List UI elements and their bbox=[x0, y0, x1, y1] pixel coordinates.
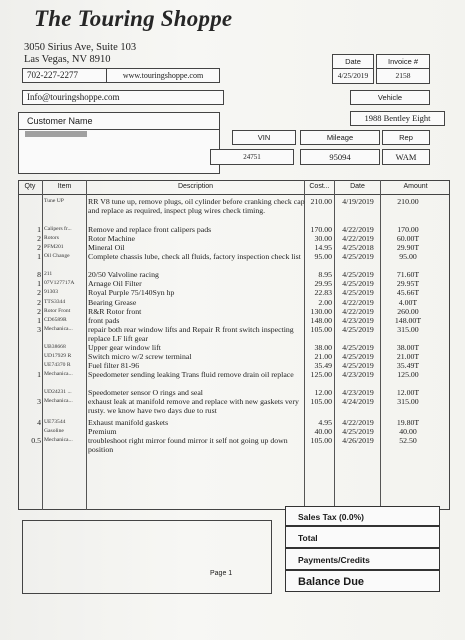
item-code-cell: PFM201 bbox=[44, 244, 64, 250]
table-row bbox=[18, 270, 450, 279]
table-row bbox=[18, 243, 450, 252]
description-cell: Royal Purple 75/140Syn hp bbox=[88, 288, 175, 297]
item-code-cell: Mechanica... bbox=[44, 437, 73, 443]
description-cell: repair both rear window lifts and Repair R front switch inspecting replace LF lift gear bbox=[88, 325, 294, 343]
description-cell: Switch micro w/2 screw terminal bbox=[88, 352, 192, 361]
vin-value-cell bbox=[210, 149, 294, 165]
description-cell: R&R Rotor front bbox=[88, 307, 142, 316]
rep-value-cell bbox=[382, 149, 430, 165]
table-row bbox=[18, 252, 450, 270]
mileage-label-cell bbox=[300, 130, 380, 145]
table-row bbox=[18, 325, 450, 343]
vin-label-cell bbox=[232, 130, 296, 145]
vehicle-label: Vehicle bbox=[377, 93, 403, 102]
date-cell: 4/26/2019 bbox=[342, 436, 374, 445]
amount-cell: 12.00T bbox=[396, 388, 420, 397]
company-address-line1: 3050 Sirius Ave, Suite 103 bbox=[24, 42, 137, 53]
amount-cell: 45.66T bbox=[396, 288, 420, 297]
vehicle-label-cell bbox=[350, 90, 430, 105]
description-cell: Mineral Oil bbox=[88, 243, 125, 252]
cost-cell: 40.00 bbox=[314, 427, 332, 436]
customer-box bbox=[18, 112, 220, 174]
cost-cell: 2.00 bbox=[318, 298, 332, 307]
date-cell: 4/25/2019 bbox=[342, 252, 374, 261]
item-code-cell: UE74370 R bbox=[44, 362, 71, 368]
item-code-cell: Gasoline bbox=[44, 428, 64, 434]
amount-cell: 29.95T bbox=[396, 279, 420, 288]
cost-cell: 130.00 bbox=[310, 307, 332, 316]
col-header-amount: Amount bbox=[403, 183, 428, 190]
vin-label: VIN bbox=[257, 133, 271, 142]
item-code-cell: Mechanica... bbox=[44, 398, 73, 404]
amount-cell: 95.00 bbox=[399, 252, 417, 261]
cost-cell: 105.00 bbox=[310, 436, 332, 445]
date-cell: 4/25/2019 bbox=[342, 288, 374, 297]
col-header-cost: Cost... bbox=[309, 183, 330, 190]
date-cell: 4/25/2019 bbox=[342, 279, 374, 288]
invoice-date: 4/25/2019 bbox=[337, 71, 369, 80]
description-cell: 20/50 Valvoline racing bbox=[88, 270, 159, 279]
cost-cell: 21.00 bbox=[314, 352, 332, 361]
item-code-cell: Mechanica... bbox=[44, 326, 73, 332]
amount-cell: 21.00T bbox=[396, 352, 420, 361]
table-row bbox=[18, 288, 450, 297]
redacted-customer-name bbox=[25, 131, 87, 137]
table-row bbox=[18, 343, 450, 352]
date-cell: 4/24/2019 bbox=[342, 397, 374, 406]
date-label: Date bbox=[345, 57, 361, 66]
website-field: www.touringshoppe.com bbox=[106, 68, 220, 83]
cost-cell: 210.00 bbox=[310, 197, 332, 206]
amount-cell: 210.00 bbox=[397, 197, 419, 206]
qty-cell: 1 bbox=[37, 252, 41, 261]
cost-cell: 8.95 bbox=[318, 270, 332, 279]
description-cell: Bearing Grease bbox=[88, 298, 137, 307]
date-cell: 4/25/2019 bbox=[342, 361, 374, 370]
amount-cell: 170.00 bbox=[397, 225, 419, 234]
description-cell: Complete chassis lube, check all fluids, factory inspection check list bbox=[88, 252, 301, 261]
description-cell: Exhaust manifold gaskets bbox=[88, 418, 169, 427]
company-address-line2: Las Vegas, NV 8910 bbox=[24, 54, 111, 65]
rep-label: Rep bbox=[399, 133, 413, 142]
qty-cell: 2 bbox=[37, 288, 41, 297]
col-header-qty: Qty bbox=[24, 183, 36, 190]
table-row bbox=[18, 388, 450, 397]
email-field: Info@touringshoppe.com bbox=[22, 90, 224, 105]
description-cell: troubleshoot right mirror found mirror it self not going up down position bbox=[88, 436, 288, 454]
description-cell: Premium bbox=[88, 427, 117, 436]
amount-cell: 35.49T bbox=[396, 361, 420, 370]
table-row bbox=[18, 307, 450, 316]
col-header-item: Item bbox=[57, 183, 72, 190]
col-header-date: Date bbox=[350, 183, 365, 190]
cost-cell: 35.49 bbox=[314, 361, 332, 370]
mileage-value: 95094 bbox=[329, 152, 351, 162]
description-cell: Arnage Oil Filter bbox=[88, 279, 142, 288]
table-row bbox=[18, 397, 450, 417]
customer-name-label: Customer Name bbox=[19, 113, 219, 130]
qty-cell: 1 bbox=[37, 225, 41, 234]
page-number: Page 1 bbox=[210, 570, 233, 577]
balance-due-label: Balance Due bbox=[285, 570, 440, 592]
mileage-label: Mileage bbox=[326, 133, 354, 142]
table-row bbox=[18, 418, 450, 427]
payments-credits-label: Payments/Credits bbox=[285, 548, 440, 570]
invoice-value-cell bbox=[376, 68, 430, 84]
item-code-cell: CD6589R bbox=[44, 317, 67, 323]
description-cell: Remove and replace front calipers pads bbox=[88, 225, 212, 234]
amount-cell: 52.50 bbox=[399, 436, 417, 445]
description-cell: Speedometer sensor O rings and seal bbox=[88, 388, 203, 397]
item-code-cell: 91303 bbox=[44, 289, 58, 295]
cost-cell: 12.00 bbox=[314, 388, 332, 397]
amount-cell: 29.90T bbox=[396, 243, 420, 252]
amount-cell: 38.00T bbox=[396, 343, 420, 352]
qty-cell: 1 bbox=[37, 316, 41, 325]
item-code-cell: TTS3344 bbox=[44, 299, 66, 305]
qty-cell: 1 bbox=[37, 370, 41, 379]
qty-cell: 1 bbox=[37, 279, 41, 288]
date-cell: 4/22/2019 bbox=[342, 234, 374, 243]
qty-cell: 3 bbox=[37, 397, 41, 406]
cost-cell: 105.00 bbox=[310, 397, 332, 406]
table-row bbox=[18, 361, 450, 370]
date-cell: 4/25/2019 bbox=[342, 343, 374, 352]
table-header-rule bbox=[18, 194, 450, 195]
date-cell: 4/25/2019 bbox=[342, 325, 374, 334]
item-code-cell: Oil Change bbox=[44, 253, 70, 259]
rep-value: WAM bbox=[395, 152, 417, 162]
amount-cell: 19.80T bbox=[396, 418, 420, 427]
amount-cell: 71.60T bbox=[396, 270, 420, 279]
description-cell: Fuel filter 81-96 bbox=[88, 361, 140, 370]
date-cell: 4/22/2019 bbox=[342, 307, 374, 316]
date-cell: 4/22/2019 bbox=[342, 225, 374, 234]
date-cell: 4/23/2019 bbox=[342, 316, 374, 325]
cost-cell: 14.95 bbox=[314, 243, 332, 252]
date-cell: 4/23/2019 bbox=[342, 370, 374, 379]
item-code-cell: 07V127717A bbox=[44, 280, 75, 286]
amount-cell: 148.00T bbox=[394, 316, 422, 325]
item-code-cell: Rotors bbox=[44, 235, 59, 241]
table-row bbox=[18, 427, 450, 436]
description-cell: RR V8 tune up, remove plugs, oil cylinder before cranking check cap and replace as required, inspect plug wires check timing. bbox=[88, 197, 305, 215]
invoice-number-label: Invoice # bbox=[387, 57, 419, 66]
cost-cell: 4.95 bbox=[318, 418, 332, 427]
amount-cell: 60.00T bbox=[396, 234, 420, 243]
sales-tax-label: Sales Tax (0.0%) bbox=[285, 506, 440, 526]
item-code-cell: UE73544 bbox=[44, 419, 66, 425]
company-name: The Touring Shoppe bbox=[34, 6, 233, 31]
date-cell: 4/22/2019 bbox=[342, 298, 374, 307]
total-label: Total bbox=[285, 526, 440, 548]
description-cell: exhaust leak at manifold remove and replace with new gaskets very rusty. we know have two days due to rust bbox=[88, 397, 299, 415]
amount-cell: 125.00 bbox=[397, 370, 419, 379]
cost-cell: 125.00 bbox=[310, 370, 332, 379]
notes-box bbox=[22, 520, 272, 594]
amount-cell: 40.00 bbox=[399, 427, 417, 436]
description-cell: Upper gear window lift bbox=[88, 343, 161, 352]
qty-cell: 2 bbox=[37, 234, 41, 243]
table-row bbox=[18, 279, 450, 288]
amount-cell: 260.00 bbox=[397, 307, 419, 316]
amount-cell: 315.00 bbox=[397, 325, 419, 334]
item-code-cell: UB38668 bbox=[44, 344, 66, 350]
qty-cell: 3 bbox=[37, 325, 41, 334]
amount-cell: 4.00T bbox=[398, 298, 418, 307]
invoice-number: 2158 bbox=[395, 71, 411, 80]
cost-cell: 170.00 bbox=[310, 225, 332, 234]
cost-cell: 38.00 bbox=[314, 343, 332, 352]
date-cell: 4/23/2019 bbox=[342, 388, 374, 397]
table-row bbox=[18, 298, 450, 307]
date-cell: 4/25/2019 bbox=[342, 352, 374, 361]
vehicle-value: 1988 Bentley Eight bbox=[350, 111, 445, 126]
mileage-value-cell bbox=[300, 149, 380, 165]
date-cell: 4/25/2018 bbox=[342, 243, 374, 252]
description-cell: Speedometer sending leaking Trans fluid remove drain oil replace bbox=[88, 370, 294, 379]
item-code-cell: Rotor Front bbox=[44, 308, 71, 314]
cost-cell: 105.00 bbox=[310, 325, 332, 334]
qty-cell: 2 bbox=[37, 307, 41, 316]
date-cell: 4/19/2019 bbox=[342, 197, 374, 206]
amount-cell: 315.00 bbox=[397, 397, 419, 406]
date-cell: 4/22/2019 bbox=[342, 418, 374, 427]
table-row bbox=[18, 436, 450, 454]
table-row bbox=[18, 234, 450, 243]
qty-cell: 0.5 bbox=[31, 436, 41, 445]
table-row bbox=[18, 225, 450, 234]
cost-cell: 148.00 bbox=[310, 316, 332, 325]
item-code-cell: UD24231 ... bbox=[44, 389, 72, 395]
cost-cell: 29.95 bbox=[314, 279, 332, 288]
phone-field: 702-227-2277 bbox=[22, 68, 108, 83]
cost-cell: 95.00 bbox=[314, 252, 332, 261]
vin-value: 24751 bbox=[243, 153, 261, 161]
qty-cell: 2 bbox=[37, 243, 41, 252]
date-value-cell bbox=[332, 68, 374, 84]
date-cell: 4/25/2019 bbox=[342, 270, 374, 279]
col-header-description: Description bbox=[177, 183, 213, 190]
rep-label-cell bbox=[382, 130, 430, 145]
table-row bbox=[18, 370, 450, 388]
qty-cell: 4 bbox=[37, 418, 41, 427]
item-code-cell: 211 bbox=[44, 271, 53, 277]
date-cell: 4/25/2019 bbox=[342, 427, 374, 436]
cost-cell: 22.83 bbox=[314, 288, 332, 297]
qty-cell: 8 bbox=[37, 270, 41, 279]
table-row bbox=[18, 316, 450, 325]
item-code-cell: Calipers fr... bbox=[44, 226, 72, 232]
table-row bbox=[18, 197, 450, 225]
cost-cell: 30.00 bbox=[314, 234, 332, 243]
item-code-cell: Mechanica... bbox=[44, 371, 73, 377]
description-cell: front pads bbox=[88, 316, 120, 325]
item-code-cell: Tune UP bbox=[44, 198, 64, 204]
item-code-cell: UD17929 R bbox=[44, 353, 72, 359]
qty-cell: 2 bbox=[37, 298, 41, 307]
description-cell: Rotor Machine bbox=[88, 234, 135, 243]
table-row bbox=[18, 352, 450, 361]
